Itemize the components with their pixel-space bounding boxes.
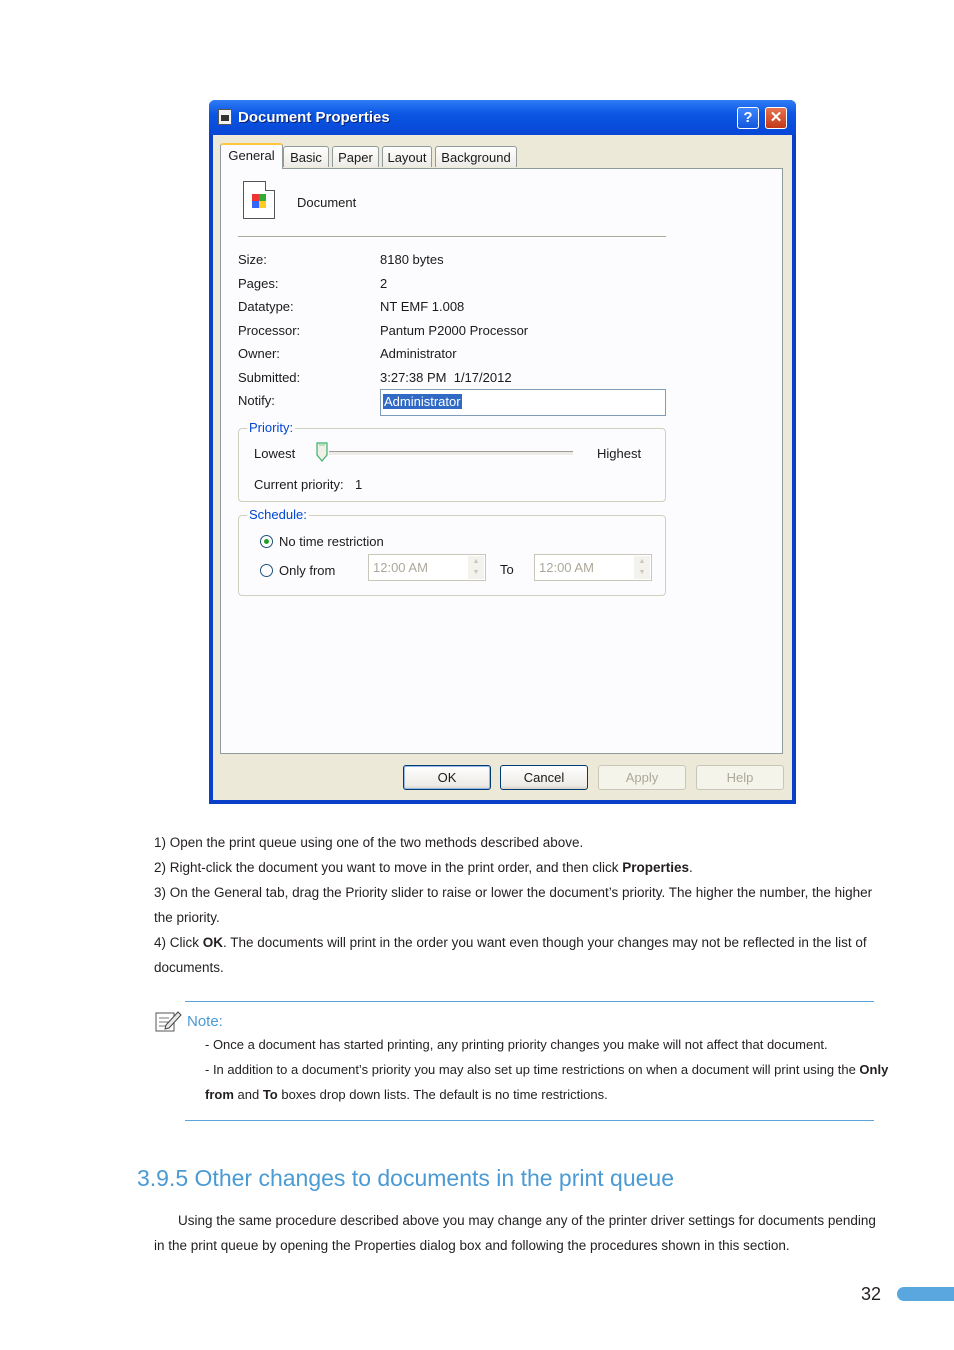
notify-label: Notify: <box>238 393 275 408</box>
owner-value: Administrator <box>380 346 457 361</box>
tab-general[interactable]: General <box>220 143 283 169</box>
to-time-value: 12:00 AM <box>539 560 594 575</box>
help-icon[interactable]: ? <box>737 107 759 129</box>
pages-value: 2 <box>380 276 388 291</box>
note-line-1 <box>205 1037 828 1052</box>
note-line-3-bold-from: from <box>205 1087 234 1102</box>
document-icon <box>218 109 232 125</box>
notify-input[interactable] <box>380 389 666 416</box>
note-pencil-icon <box>154 1009 182 1033</box>
step-2 <box>154 860 693 875</box>
step-4-continued <box>154 960 224 975</box>
tab-background[interactable]: Background <box>435 146 517 167</box>
document-properties-dialog <box>209 100 796 804</box>
step-3-continued <box>154 910 220 925</box>
step-3-text: 3) On the General tab, drag the Priority slider to raise or lower the document’s priority. The higher the number, the higher <box>154 885 873 900</box>
tab-basic[interactable]: Basic <box>283 146 329 167</box>
divider <box>238 236 666 238</box>
from-time-value: 12:00 AM <box>373 560 428 575</box>
help-button[interactable]: Help <box>696 765 784 790</box>
step-4-text: 4) Click <box>154 935 203 950</box>
general-tab-panel <box>220 168 783 754</box>
apply-button[interactable]: Apply <box>598 765 686 790</box>
processor-value: Pantum P2000 Processor <box>380 323 529 338</box>
page-number: 32 <box>861 1284 882 1304</box>
step-4-text-end: . The documents will print in the order you want even though your changes may not be reflected in the list of <box>223 935 867 950</box>
document-name: Document <box>297 195 357 210</box>
note-line-2 <box>205 1062 888 1077</box>
note-line-3 <box>205 1087 608 1102</box>
cancel-button[interactable]: Cancel <box>500 765 588 790</box>
size-value: 8180 bytes <box>380 252 444 267</box>
schedule-group <box>238 507 666 596</box>
dialog-client-area <box>213 135 792 800</box>
section-body-line-1: Using the same procedure described above you may change any of the printer driver settings for documents pending <box>178 1213 876 1228</box>
step-4-text-continued: documents. <box>154 960 224 975</box>
priority-group-title: Priority: <box>249 420 294 435</box>
print-document-icon <box>243 181 275 219</box>
note-line-1-text: - Once a document has started printing, any printing priority changes you make will not affect that document. <box>205 1037 828 1052</box>
step-2-text: 2) Right-click the document you want to move in the print order, and then click <box>154 860 623 875</box>
page-tab-decoration <box>897 1287 954 1301</box>
step-4 <box>154 935 867 950</box>
section-body-line-2: in the print queue by opening the Properties dialog box and following the procedures shown in this section. <box>154 1238 790 1253</box>
to-time-spinner-icon[interactable]: ▲ ▼ <box>634 556 650 579</box>
note-line-2-bold: Only <box>859 1062 889 1077</box>
close-icon[interactable]: ✕ <box>765 107 787 129</box>
priority-slider-track[interactable] <box>329 451 573 456</box>
only-from-radio[interactable] <box>260 564 273 577</box>
from-time-field[interactable] <box>368 554 486 581</box>
note-bottom-rule <box>185 1120 874 1121</box>
dialog-title: Document Properties <box>238 109 390 126</box>
step-2-bold: Properties <box>622 860 690 875</box>
step-3-text-continued: the priority. <box>154 910 220 925</box>
note-line-3-mid: and <box>233 1087 263 1102</box>
to-label: To <box>500 562 514 577</box>
title-bar[interactable] <box>209 100 796 135</box>
priority-group <box>238 420 666 502</box>
note-line-3-bold-to: To <box>262 1087 278 1102</box>
no-time-restriction-radio[interactable] <box>260 535 273 548</box>
note-top-rule <box>185 1001 874 1002</box>
submitted-label: Submitted: <box>238 370 301 385</box>
pages-label: Pages: <box>238 276 279 291</box>
no-time-restriction-label[interactable]: No time restriction <box>279 534 384 549</box>
priority-highest-label: Highest <box>597 446 642 461</box>
to-time-field[interactable] <box>534 554 652 581</box>
datatype-label: Datatype: <box>238 299 294 314</box>
priority-slider-thumb[interactable] <box>316 442 328 462</box>
note-line-3-text: boxes drop down lists. The default is no time restrictions. <box>277 1087 608 1102</box>
tab-paper[interactable]: Paper <box>332 146 379 167</box>
submitted-value: 3:27:38 PM 1/17/2012 <box>380 370 512 385</box>
note-line-2-text: - In addition to a document’s priority you may also set up time restrictions on when a document will print using the <box>205 1062 860 1077</box>
current-priority-label: Current priority: <box>254 477 344 492</box>
from-time-spinner-icon[interactable]: ▲ ▼ <box>468 556 484 579</box>
step-3 <box>154 885 872 900</box>
current-priority-value: 1 <box>355 477 363 492</box>
step-1-text: 1) Open the print queue using one of the two methods described above. <box>154 835 584 850</box>
notify-input-value: Administrator <box>384 394 461 409</box>
step-4-bold: OK <box>202 935 224 950</box>
note-title: Note: <box>187 1013 223 1030</box>
priority-lowest-label: Lowest <box>254 446 296 461</box>
schedule-group-title: Schedule: <box>249 507 307 522</box>
tab-layout[interactable]: Layout <box>382 146 432 167</box>
processor-label: Processor: <box>238 323 301 338</box>
section-heading: 3.9.5 Other changes to documents in the print queue <box>137 1165 675 1191</box>
size-label: Size: <box>238 252 267 267</box>
owner-label: Owner: <box>238 346 280 361</box>
ok-button[interactable]: OK <box>403 765 491 790</box>
only-from-label[interactable]: Only from <box>279 563 336 578</box>
step-1 <box>154 835 583 850</box>
datatype-value: NT EMF 1.008 <box>380 299 465 314</box>
step-2-text-end: . <box>689 860 693 875</box>
